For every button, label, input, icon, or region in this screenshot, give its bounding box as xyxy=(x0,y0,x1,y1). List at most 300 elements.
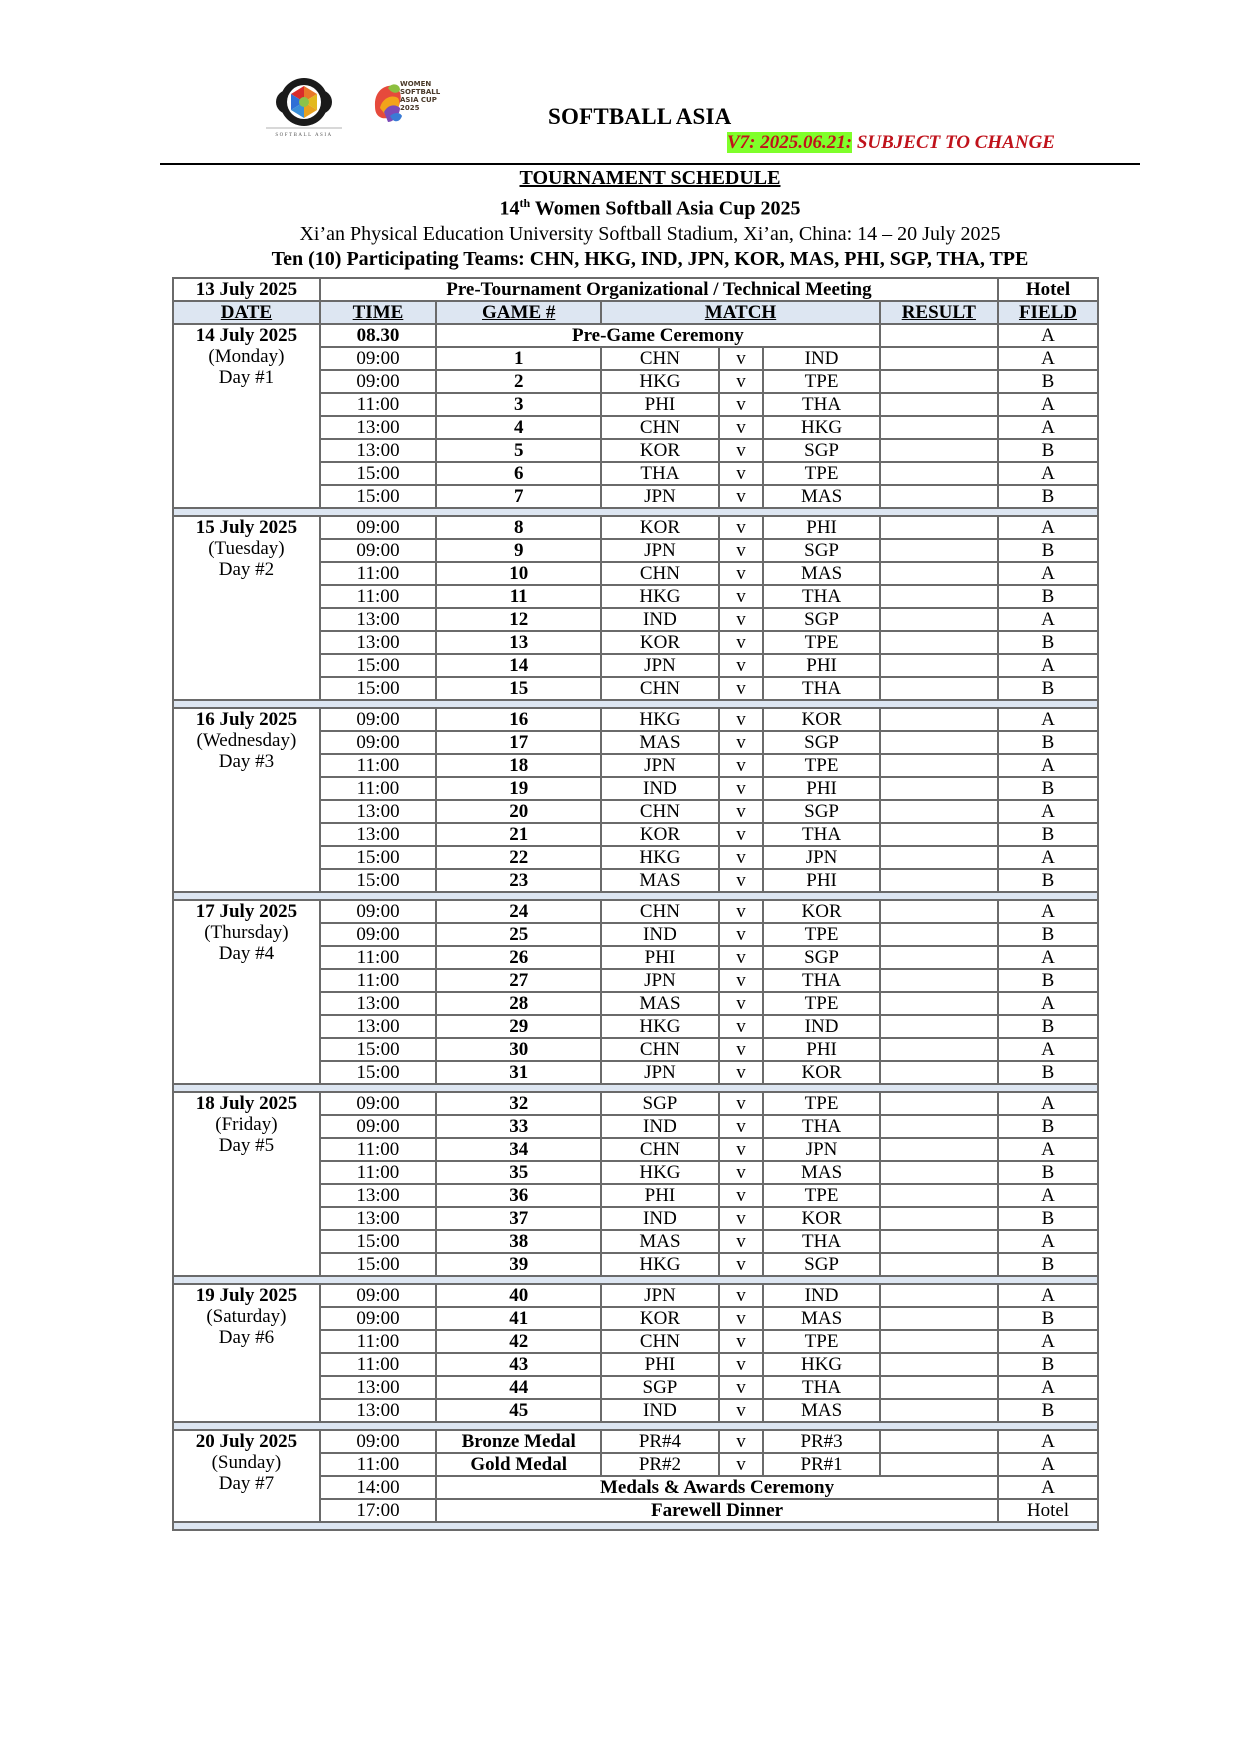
game-time: 15:00 xyxy=(320,677,436,700)
team-away: THA xyxy=(763,677,879,700)
team-away: SGP xyxy=(763,439,879,462)
game-number: 19 xyxy=(436,777,601,800)
game-number: Gold Medal xyxy=(436,1453,601,1476)
game-time: 11:00 xyxy=(320,969,436,992)
game-number: 31 xyxy=(436,1061,601,1084)
game-number: 17 xyxy=(436,731,601,754)
result-cell xyxy=(880,1138,998,1161)
day-date-cell xyxy=(173,708,320,892)
separator-cell xyxy=(173,1522,1098,1530)
result-cell xyxy=(880,1061,998,1084)
team-home: HKG xyxy=(601,1161,718,1184)
versus: v xyxy=(719,708,764,731)
game-number: 43 xyxy=(436,1353,601,1376)
field-cell: B xyxy=(998,1061,1098,1084)
game-number: 40 xyxy=(436,1284,601,1307)
versus: v xyxy=(719,946,764,969)
version-subject-to-change: SUBJECT TO CHANGE xyxy=(852,132,1055,153)
game-row xyxy=(173,516,1098,539)
team-away: MAS xyxy=(763,1161,879,1184)
team-home: THA xyxy=(601,462,718,485)
team-home: MAS xyxy=(601,1230,718,1253)
col-header-match: MATCH xyxy=(601,301,879,324)
team-home: MAS xyxy=(601,731,718,754)
event-title xyxy=(160,191,1140,222)
game-number: 33 xyxy=(436,1115,601,1138)
schedule-title: TOURNAMENT SCHEDULE xyxy=(519,167,781,189)
result-cell xyxy=(880,677,998,700)
versus: v xyxy=(719,1253,764,1276)
result-cell xyxy=(880,1376,998,1399)
game-time: 11:00 xyxy=(320,754,436,777)
game-time: 09:00 xyxy=(320,370,436,393)
game-number: 32 xyxy=(436,1092,601,1115)
day-date: 15 July 2025 xyxy=(195,517,298,538)
result-cell xyxy=(880,1015,998,1038)
day-separator xyxy=(173,1522,1098,1530)
field-cell: B xyxy=(998,439,1098,462)
wsac-logo-line: WOMEN xyxy=(400,80,432,88)
result-cell xyxy=(880,1353,998,1376)
versus: v xyxy=(719,923,764,946)
result-cell xyxy=(880,416,998,439)
result-cell xyxy=(880,462,998,485)
game-time: 11:00 xyxy=(320,1353,436,1376)
venue-line: Xi’an Physical Education University Softball Stadium, Xi’an, China: 14 – 20 July 2025 xyxy=(299,222,1001,245)
versus: v xyxy=(719,677,764,700)
game-number: 18 xyxy=(436,754,601,777)
versus: v xyxy=(719,1230,764,1253)
women-softball-asia-cup-logo xyxy=(370,78,460,128)
versus: v xyxy=(719,1430,764,1453)
result-cell xyxy=(880,539,998,562)
field-cell: A xyxy=(998,608,1098,631)
game-time: 09:00 xyxy=(320,1115,436,1138)
team-home: HKG xyxy=(601,370,718,393)
team-away: IND xyxy=(763,347,879,370)
event-time: 14:00 xyxy=(320,1476,436,1499)
versus: v xyxy=(719,516,764,539)
pre-tournament-row xyxy=(173,278,1098,301)
team-home: HKG xyxy=(601,846,718,869)
game-time: 13:00 xyxy=(320,608,436,631)
game-number: 5 xyxy=(436,439,601,462)
document-titles xyxy=(160,166,1140,272)
day-date: 20 July 2025 xyxy=(195,1431,298,1452)
game-time: 13:00 xyxy=(320,823,436,846)
day-weekday: (Monday) xyxy=(208,346,285,367)
ceremony-label: Pre-Game Ceremony xyxy=(436,324,880,347)
result-cell xyxy=(880,393,998,416)
versus: v xyxy=(719,1138,764,1161)
team-home: CHN xyxy=(601,1138,718,1161)
team-home: CHN xyxy=(601,677,718,700)
col-header-field: FIELD xyxy=(998,301,1098,324)
pre-tournament-location: Hotel xyxy=(998,278,1098,301)
game-time: 13:00 xyxy=(320,992,436,1015)
game-row xyxy=(173,900,1098,923)
team-home: CHN xyxy=(601,900,718,923)
versus: v xyxy=(719,1115,764,1138)
team-away: THA xyxy=(763,1115,879,1138)
game-number: 38 xyxy=(436,1230,601,1253)
event-name: Women Softball Asia Cup 2025 xyxy=(530,197,801,220)
versus: v xyxy=(719,731,764,754)
day-separator xyxy=(173,1276,1098,1284)
game-time: 11:00 xyxy=(320,1161,436,1184)
game-time: 09:00 xyxy=(320,731,436,754)
team-away: SGP xyxy=(763,731,879,754)
edition-suffix: th xyxy=(519,196,531,210)
result-cell xyxy=(880,800,998,823)
game-time: 11:00 xyxy=(320,562,436,585)
column-header-row xyxy=(173,301,1098,324)
result-cell xyxy=(880,1307,998,1330)
game-time: 13:00 xyxy=(320,1399,436,1422)
game-time: 13:00 xyxy=(320,1207,436,1230)
versus: v xyxy=(719,631,764,654)
day-weekday: (Thursday) xyxy=(204,922,289,943)
field-cell: A xyxy=(998,324,1098,347)
game-time: 13:00 xyxy=(320,439,436,462)
wsac-logo-line: SOFTBALL xyxy=(400,88,441,96)
result-cell xyxy=(880,608,998,631)
field-cell: B xyxy=(998,1353,1098,1376)
field-cell: A xyxy=(998,1284,1098,1307)
versus: v xyxy=(719,1353,764,1376)
team-home: JPN xyxy=(601,754,718,777)
field-cell: B xyxy=(998,1115,1098,1138)
team-away: SGP xyxy=(763,946,879,969)
game-number: 24 xyxy=(436,900,601,923)
game-time: 13:00 xyxy=(320,1015,436,1038)
team-away: TPE xyxy=(763,923,879,946)
team-away: THA xyxy=(763,585,879,608)
team-home: IND xyxy=(601,608,718,631)
team-home: HKG xyxy=(601,585,718,608)
game-number: 3 xyxy=(436,393,601,416)
game-time: 13:00 xyxy=(320,1184,436,1207)
versus: v xyxy=(719,1453,764,1476)
versus: v xyxy=(719,777,764,800)
versus: v xyxy=(719,1399,764,1422)
team-away: PHI xyxy=(763,1038,879,1061)
team-home: MAS xyxy=(601,869,718,892)
result-cell xyxy=(880,1092,998,1115)
team-home: IND xyxy=(601,1399,718,1422)
team-away: SGP xyxy=(763,539,879,562)
team-away: MAS xyxy=(763,1399,879,1422)
game-number: 2 xyxy=(436,370,601,393)
field-cell: A xyxy=(998,800,1098,823)
team-away: TPE xyxy=(763,754,879,777)
day-weekday: (Sunday) xyxy=(211,1452,282,1473)
versus: v xyxy=(719,1038,764,1061)
team-away: JPN xyxy=(763,846,879,869)
wsac-logo-line: ASIA CUP xyxy=(400,96,437,104)
game-row xyxy=(173,1430,1098,1453)
result-cell xyxy=(880,1453,998,1476)
result-cell xyxy=(880,1284,998,1307)
team-home: PHI xyxy=(601,946,718,969)
result-cell xyxy=(880,347,998,370)
field-cell: B xyxy=(998,1307,1098,1330)
team-home: JPN xyxy=(601,969,718,992)
team-home: KOR xyxy=(601,823,718,846)
event-time: 17:00 xyxy=(320,1499,436,1522)
field-cell: A xyxy=(998,992,1098,1015)
game-number: 4 xyxy=(436,416,601,439)
version-note xyxy=(727,132,1055,154)
game-time: 09:00 xyxy=(320,708,436,731)
result-cell xyxy=(880,585,998,608)
team-away: MAS xyxy=(763,1307,879,1330)
result-cell xyxy=(880,485,998,508)
team-home: KOR xyxy=(601,1307,718,1330)
result-cell xyxy=(880,1230,998,1253)
team-home: PHI xyxy=(601,1184,718,1207)
game-time: 09:00 xyxy=(320,900,436,923)
game-row xyxy=(173,1092,1098,1115)
field-cell: A xyxy=(998,1138,1098,1161)
day-weekday: (Wednesday) xyxy=(196,730,297,751)
versus: v xyxy=(719,1330,764,1353)
versus: v xyxy=(719,754,764,777)
result-cell xyxy=(880,516,998,539)
day-separator xyxy=(173,1084,1098,1092)
day-date-cell xyxy=(173,1284,320,1422)
team-home: PHI xyxy=(601,1353,718,1376)
day-separator xyxy=(173,1422,1098,1430)
day-number: Day #6 xyxy=(218,1327,275,1348)
game-time: 15:00 xyxy=(320,1061,436,1084)
result-cell xyxy=(880,754,998,777)
game-number: 34 xyxy=(436,1138,601,1161)
team-away: TPE xyxy=(763,1184,879,1207)
game-time: 15:00 xyxy=(320,869,436,892)
team-away: THA xyxy=(763,823,879,846)
team-away: TPE xyxy=(763,1330,879,1353)
versus: v xyxy=(719,347,764,370)
day-separator xyxy=(173,700,1098,708)
team-home: KOR xyxy=(601,439,718,462)
team-home: KOR xyxy=(601,516,718,539)
ceremony-row xyxy=(173,324,1098,347)
team-home: SGP xyxy=(601,1376,718,1399)
result-cell xyxy=(880,1207,998,1230)
game-row xyxy=(173,708,1098,731)
day-number: Day #7 xyxy=(218,1473,275,1494)
game-time: 11:00 xyxy=(320,777,436,800)
result-cell xyxy=(880,731,998,754)
version-highlight: V7: 2025.06.21: xyxy=(727,132,853,153)
field-cell: A xyxy=(998,946,1098,969)
versus: v xyxy=(719,485,764,508)
game-time: 13:00 xyxy=(320,416,436,439)
versus: v xyxy=(719,1015,764,1038)
day-date: 14 July 2025 xyxy=(195,325,298,346)
field-cell: B xyxy=(998,731,1098,754)
field-cell: A xyxy=(998,1476,1098,1499)
day-separator xyxy=(173,892,1098,900)
day-date: 16 July 2025 xyxy=(195,709,298,730)
day-date-cell xyxy=(173,516,320,700)
field-cell: A xyxy=(998,347,1098,370)
game-time: 15:00 xyxy=(320,846,436,869)
result-cell xyxy=(880,708,998,731)
game-number: 29 xyxy=(436,1015,601,1038)
team-home: SGP xyxy=(601,1092,718,1115)
field-cell: A xyxy=(998,846,1098,869)
game-number: 36 xyxy=(436,1184,601,1207)
result-cell xyxy=(880,969,998,992)
result-cell xyxy=(880,777,998,800)
game-number: 39 xyxy=(436,1253,601,1276)
col-header-time: TIME xyxy=(320,301,436,324)
team-home: JPN xyxy=(601,485,718,508)
result-cell xyxy=(880,439,998,462)
game-number: 37 xyxy=(436,1207,601,1230)
event-label: Medals & Awards Ceremony xyxy=(436,1476,998,1499)
versus: v xyxy=(719,370,764,393)
org-title: SOFTBALL ASIA xyxy=(548,104,732,129)
team-home: PR#4 xyxy=(601,1430,718,1453)
team-away: TPE xyxy=(763,631,879,654)
field-cell: B xyxy=(998,823,1098,846)
game-time: 09:00 xyxy=(320,347,436,370)
teams-line: Ten (10) Participating Teams: CHN, HKG, IND, JPN, KOR, MAS, PHI, SGP, THA, TPE xyxy=(271,247,1029,270)
day-number: Day #1 xyxy=(218,367,275,388)
game-time: 11:00 xyxy=(320,1330,436,1353)
day-date: 19 July 2025 xyxy=(195,1285,298,1306)
result-cell xyxy=(880,1184,998,1207)
team-home: HKG xyxy=(601,1015,718,1038)
team-away: SGP xyxy=(763,800,879,823)
versus: v xyxy=(719,1161,764,1184)
game-number: 8 xyxy=(436,516,601,539)
game-number: 41 xyxy=(436,1307,601,1330)
field-cell: A xyxy=(998,1092,1098,1115)
versus: v xyxy=(719,1376,764,1399)
team-away: PHI xyxy=(763,869,879,892)
field-cell: Hotel xyxy=(998,1499,1098,1522)
team-away: THA xyxy=(763,1230,879,1253)
team-away: TPE xyxy=(763,1092,879,1115)
game-number: 13 xyxy=(436,631,601,654)
field-cell: B xyxy=(998,485,1098,508)
versus: v xyxy=(719,1307,764,1330)
game-number: 20 xyxy=(436,800,601,823)
team-away: THA xyxy=(763,969,879,992)
team-home: HKG xyxy=(601,1253,718,1276)
versus: v xyxy=(719,1061,764,1084)
game-time: 11:00 xyxy=(320,946,436,969)
versus: v xyxy=(719,416,764,439)
header-divider xyxy=(160,163,1140,165)
game-number: 9 xyxy=(436,539,601,562)
field-cell: A xyxy=(998,516,1098,539)
game-time: 15:00 xyxy=(320,1253,436,1276)
versus: v xyxy=(719,969,764,992)
result-cell xyxy=(880,823,998,846)
versus: v xyxy=(719,1284,764,1307)
field-cell: A xyxy=(998,1330,1098,1353)
team-away: HKG xyxy=(763,416,879,439)
game-time: 11:00 xyxy=(320,1453,436,1476)
team-away: IND xyxy=(763,1015,879,1038)
separator-cell xyxy=(173,1276,1098,1284)
day-date: 18 July 2025 xyxy=(195,1093,298,1114)
team-away: THA xyxy=(763,393,879,416)
team-away: PHI xyxy=(763,777,879,800)
team-away: MAS xyxy=(763,562,879,585)
field-cell: B xyxy=(998,1161,1098,1184)
field-cell: B xyxy=(998,969,1098,992)
team-home: CHN xyxy=(601,416,718,439)
versus: v xyxy=(719,539,764,562)
game-number: Bronze Medal xyxy=(436,1430,601,1453)
separator-cell xyxy=(173,1422,1098,1430)
game-number: 15 xyxy=(436,677,601,700)
team-home: JPN xyxy=(601,539,718,562)
field-cell: A xyxy=(998,754,1098,777)
pre-tournament-date: 13 July 2025 xyxy=(173,278,320,301)
versus: v xyxy=(719,462,764,485)
day-weekday: (Tuesday) xyxy=(208,538,285,559)
game-number: 44 xyxy=(436,1376,601,1399)
game-time: 15:00 xyxy=(320,462,436,485)
versus: v xyxy=(719,393,764,416)
field-cell: B xyxy=(998,677,1098,700)
game-time: 13:00 xyxy=(320,1376,436,1399)
day-separator xyxy=(173,508,1098,516)
result-cell xyxy=(880,992,998,1015)
field-cell: A xyxy=(998,654,1098,677)
field-cell: B xyxy=(998,923,1098,946)
versus: v xyxy=(719,1092,764,1115)
versus: v xyxy=(719,1207,764,1230)
team-home: CHN xyxy=(601,347,718,370)
day-weekday: (Friday) xyxy=(215,1114,278,1135)
result-cell xyxy=(880,562,998,585)
result-cell xyxy=(880,324,998,347)
col-header-date: DATE xyxy=(173,301,320,324)
versus: v xyxy=(719,800,764,823)
field-cell: B xyxy=(998,1399,1098,1422)
day-date-cell xyxy=(173,1430,320,1522)
team-away: TPE xyxy=(763,462,879,485)
team-home: IND xyxy=(601,1207,718,1230)
col-header-game: GAME # xyxy=(436,301,601,324)
game-time: 09:00 xyxy=(320,923,436,946)
versus: v xyxy=(719,992,764,1015)
field-cell: B xyxy=(998,869,1098,892)
game-time: 11:00 xyxy=(320,393,436,416)
team-home: CHN xyxy=(601,1038,718,1061)
game-number: 10 xyxy=(436,562,601,585)
game-number: 35 xyxy=(436,1161,601,1184)
game-time: 13:00 xyxy=(320,631,436,654)
game-time: 09:00 xyxy=(320,1430,436,1453)
game-time: 09:00 xyxy=(320,539,436,562)
team-away: HKG xyxy=(763,1353,879,1376)
day-number: Day #3 xyxy=(218,751,275,772)
day-number: Day #4 xyxy=(218,943,275,964)
day-date: 17 July 2025 xyxy=(195,901,298,922)
team-away: KOR xyxy=(763,900,879,923)
edition-number: 14 xyxy=(499,197,520,220)
versus: v xyxy=(719,608,764,631)
